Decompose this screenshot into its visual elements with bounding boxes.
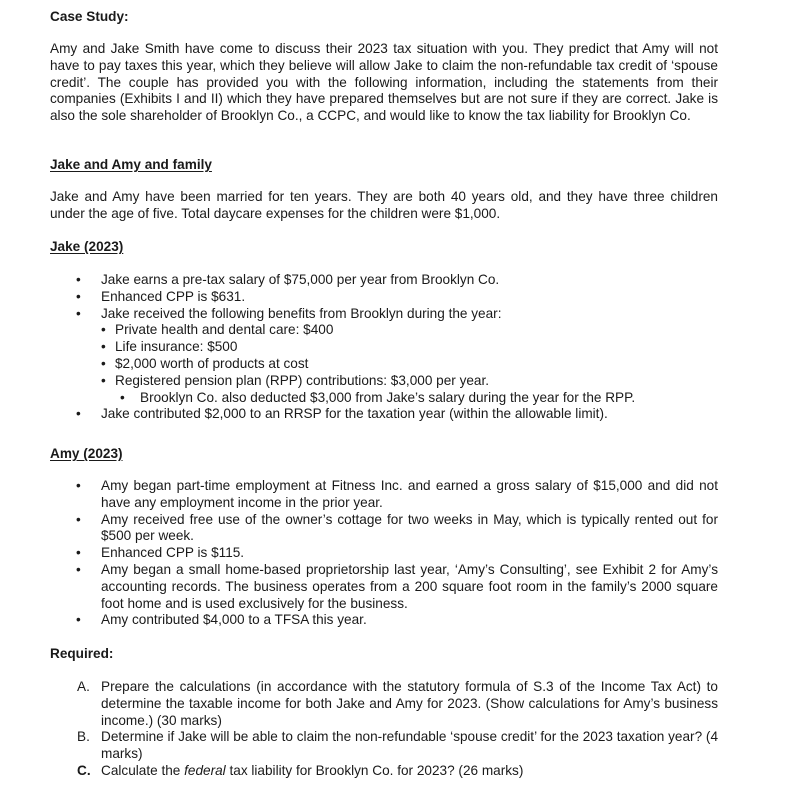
item-marker: A. [77,679,90,694]
amy-list [50,478,718,629]
required-item-text-before: Calculate the [101,762,185,778]
list-item [50,478,718,512]
required-item-b [50,729,718,763]
family-heading: Jake and Amy and family [50,157,212,172]
list-item-text: Jake received the following benefits from Brooklyn during the year: [101,305,502,321]
bullet-icon: • [76,478,81,493]
benefit-item [50,356,718,373]
list-item-text: Amy began a small home-based proprietorship last year, ‘Amy’s Consulting’, see Exhibit 2 for Amy’s accounting records. The business operates from a 200 square foot room in the family’s 2000 square foot home and is used exclusively for the business. [101,561,718,611]
bullet-icon: • [76,612,81,628]
bullet-icon: • [76,305,81,321]
list-item-text: Amy began part-time employment at Fitness Inc. and earned a gross salary of $15,000 and did not have any employment income in the prior year. [101,478,718,510]
list-item-text: Jake contributed $2,000 to an RRSP for the taxation year (within the allowable limit). [101,406,608,422]
bullet-icon: • [101,322,106,338]
bullet-icon: • [76,272,81,287]
list-item [50,406,718,423]
list-item-text: Jake earns a pre-tax salary of $75,000 per year from Brooklyn Co. [101,272,500,287]
list-item-text: Enhanced CPP is $631. [101,288,246,304]
list-item [50,289,718,306]
family-paragraph: Jake and Amy have been married for ten years. They are both 40 years old, and they have three children under the age of five. Total daycare expenses for the children were $1,000. [50,189,718,221]
required-list [50,679,718,780]
bullet-icon: • [76,406,81,422]
jake-list [50,272,718,423]
list-item-text: Amy received free use of the owner’s cottage for two weeks in May, which is typically rented out for $500 per week. [101,511,718,544]
case-study-heading: Case Study: [50,9,129,24]
list-item [50,512,718,546]
bullet-icon: • [76,545,81,561]
list-item-text: Amy contributed $4,000 to a TFSA this year. [101,612,367,628]
list-item [50,612,718,629]
list-item [50,545,718,562]
jake-heading: Jake (2023) [50,239,124,254]
benefit-item [50,322,718,339]
bullet-icon: • [101,372,106,388]
federal-emphasis: federal [184,762,226,778]
intro-paragraph: Amy and Jake Smith have come to discuss their 2023 tax situation with you. They predict that Amy will not have to pay taxes this year, which they believe will allow Jake to claim the non-refundable tax credit of ‘spouse credit’. The couple has provided you with the following information, including the statements from their companies (Exhibits I and II) which they have prepared themselves but are not sure if they are correct. Jake is also the sole shareholder of Brooklyn Co., a CCPC, and would like to know the tax liability for Brooklyn Co. [50,41,718,124]
required-item-c [50,763,718,780]
item-marker: B. [77,729,90,745]
required-item-text: Prepare the calculations (in accordance with the statutory formula of S.3 of the Income Tax Act) to determine the taxable income for both Jake and Amy for 2023. (Show calculations for Amy’s business income.) (30 marks) [101,679,718,728]
rpp-note-text: Brooklyn Co. also deducted $3,000 from Jake’s salary during the year for the RPP. [140,389,636,405]
list-item [50,562,718,612]
list-item [50,272,718,289]
bullet-icon: • [101,355,106,371]
benefit-item-text: Private health and dental care: $400 [115,322,334,338]
item-marker: C. [77,762,91,778]
bullet-icon: • [101,339,106,355]
required-item-text-after: tax liability for Brooklyn Co. for 2023? (26 marks) [225,762,524,778]
bullet-icon: • [76,561,81,577]
benefit-item-text: Life insurance: $500 [115,339,238,355]
rpp-note-item [50,390,718,407]
required-heading: Required: [50,646,114,661]
required-item-text: Determine if Jake will be able to claim the non-refundable ‘spouse credit’ for the 2023 taxation year? (4 marks) [101,729,718,762]
benefit-item-text: Registered pension plan (RPP) contributions: $3,000 per year. [115,372,490,388]
benefit-item [50,373,718,390]
benefit-item [50,339,718,356]
required-item-a [50,679,718,729]
bullet-icon: • [120,389,125,405]
list-item-text: Enhanced CPP is $115. [101,545,245,561]
bullet-icon: • [76,288,81,304]
amy-heading: Amy (2023) [50,446,123,461]
list-item [50,306,718,323]
benefit-item-text: $2,000 worth of products at cost [115,355,309,371]
bullet-icon: • [76,511,81,527]
